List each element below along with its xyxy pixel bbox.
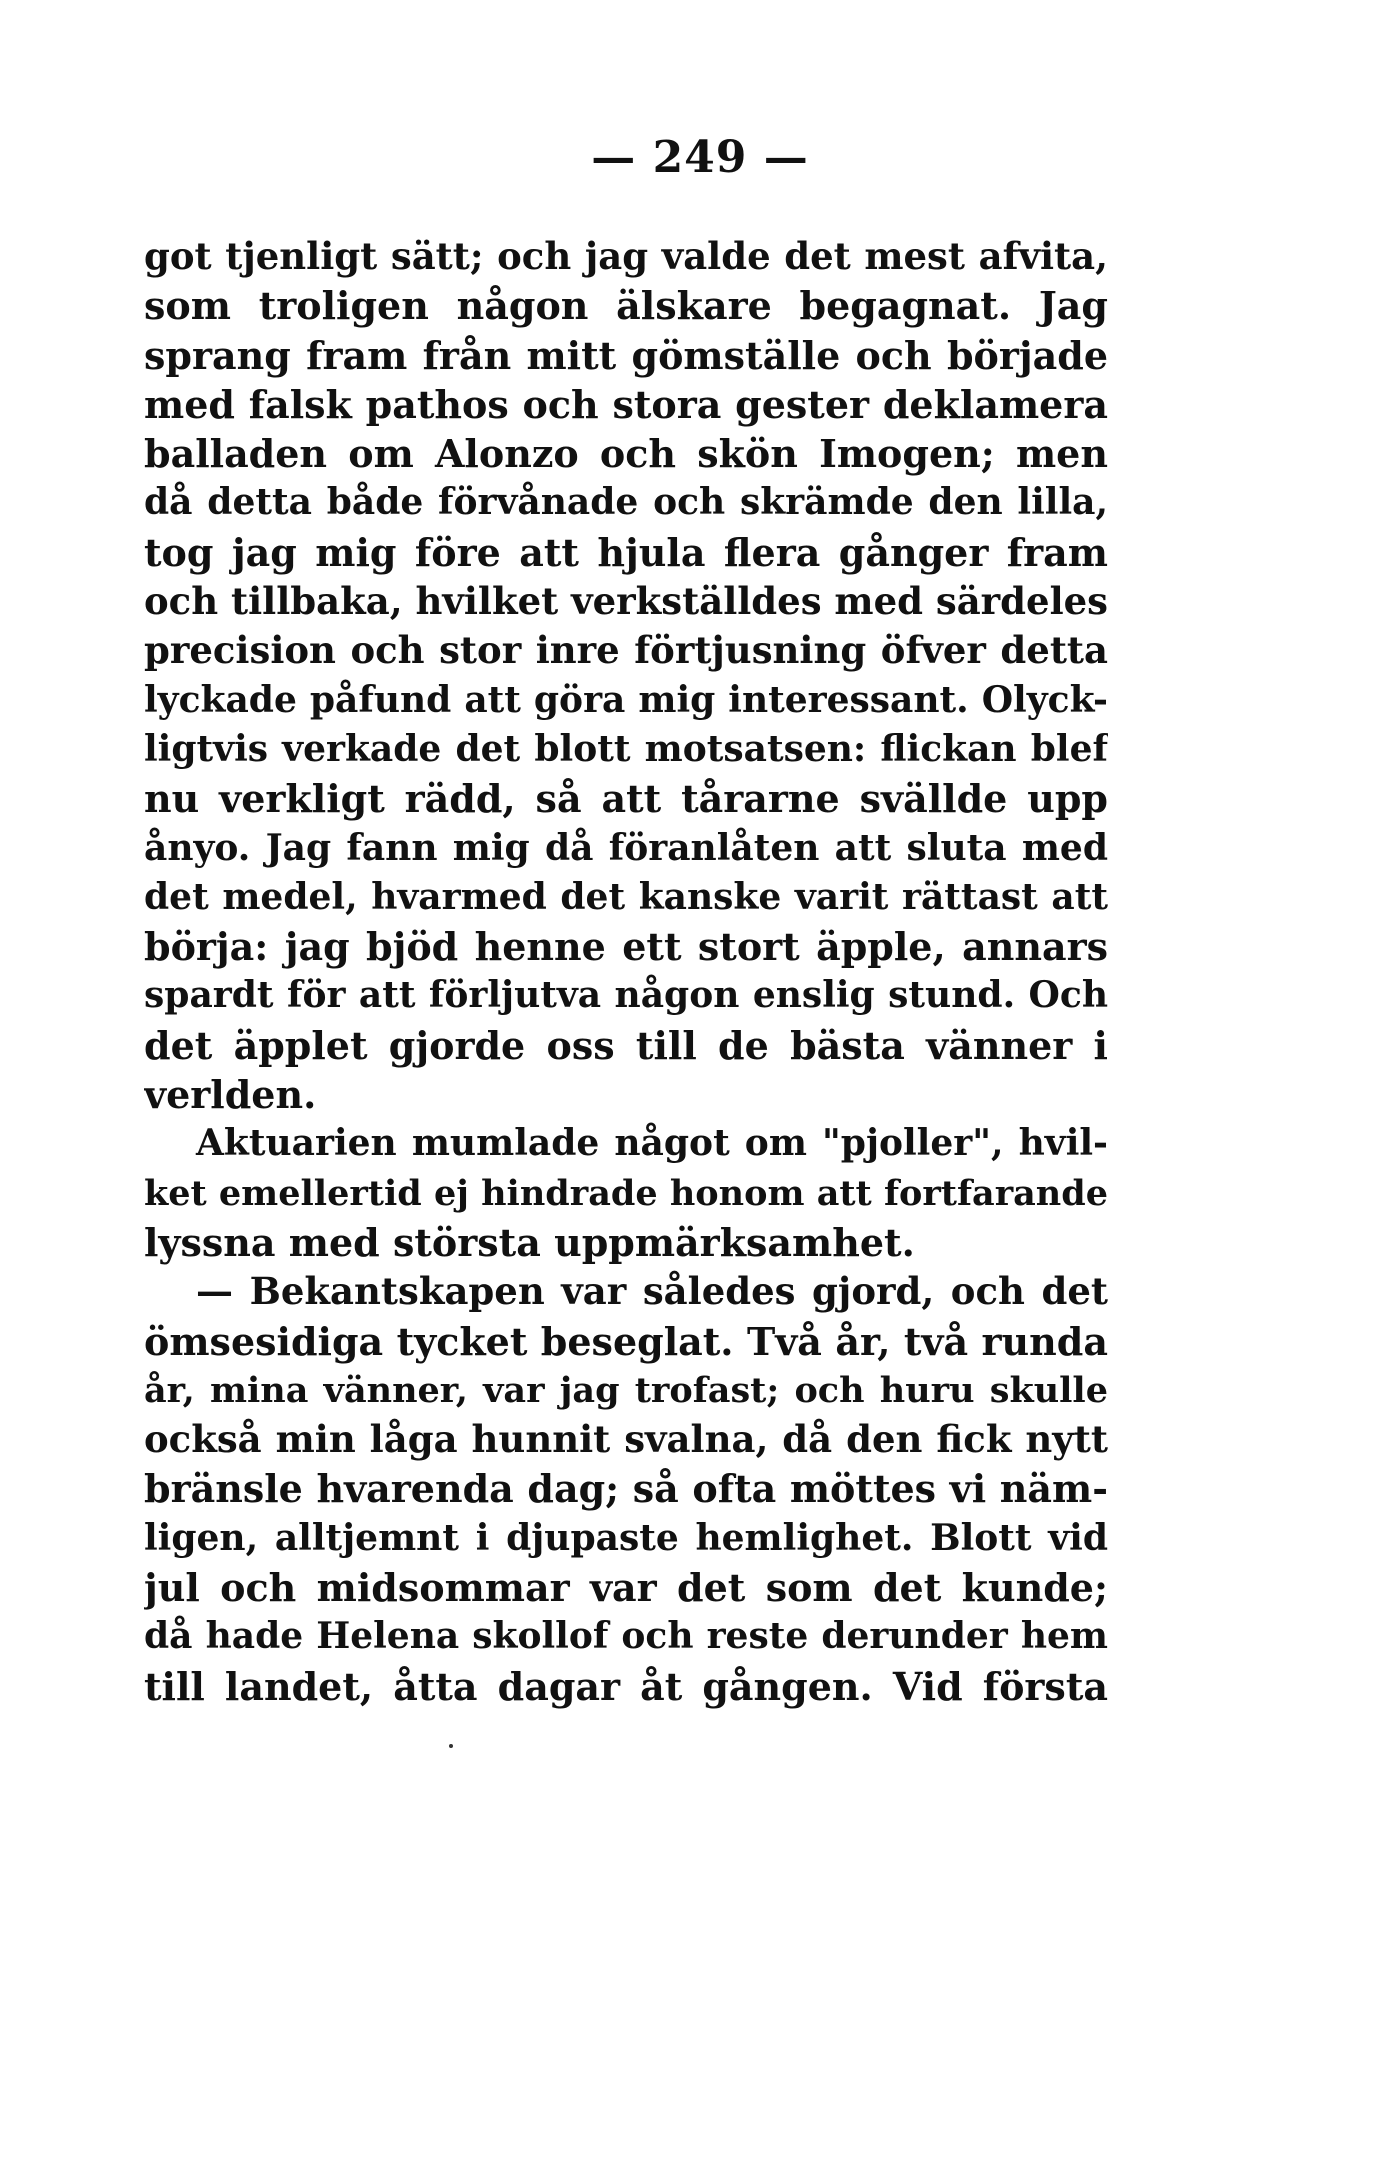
page-number: — 249 — bbox=[591, 132, 809, 183]
text-line: bränsle hvarenda dag; så ofta möttes vi näm- bbox=[144, 1466, 1108, 1512]
text-line: börja: jag bjöd henne ett stort äpple, annars bbox=[144, 924, 1108, 970]
text-line: år, mina vänner, var jag trofast; och huru skulle bbox=[144, 1369, 1108, 1411]
text-line: ket emellertid ej hindrade honom att fortfarande bbox=[144, 1172, 1108, 1214]
text-line: Aktuarien mumlade något om "pjoller", hvil- bbox=[196, 1122, 1108, 1165]
text-line: jul och midsommar var det som det kunde; bbox=[144, 1565, 1108, 1611]
text-line: också min låga hunnit svalna, då den fick nytt bbox=[144, 1417, 1108, 1462]
text-line: verlden. bbox=[144, 1072, 317, 1118]
text-line: tog jag mig före att hjula flera gånger fram bbox=[144, 529, 1108, 575]
text-line: ligtvis verkade det blott motsatsen: flickan blef bbox=[144, 727, 1108, 770]
text-line: det medel, hvarmed det kanske varit rättast att bbox=[144, 875, 1108, 918]
text-line: då hade Helena skollof och reste derunder hem bbox=[144, 1615, 1108, 1658]
body-text bbox=[144, 232, 1108, 1711]
text-line: ånyo. Jag fann mig då föranlåten att sluta med bbox=[144, 826, 1108, 869]
text-line: ligen, alltjemnt i djupaste hemlighet. Blott vid bbox=[144, 1516, 1108, 1559]
text-line: sprang fram från mitt gömställe och började bbox=[144, 332, 1108, 378]
text-line: då detta både förvånade och skrämde den lilla, bbox=[144, 481, 1108, 524]
text-line: lyckade påfund att göra mig interessant. Olyck- bbox=[144, 678, 1108, 721]
text-line: precision och stor inre förtjusning öfver detta bbox=[144, 628, 1108, 673]
text-line: got tjenligt sätt; och jag valde det mest afvita, bbox=[144, 234, 1108, 278]
text-line: som troligen någon älskare begagnat. Jag bbox=[144, 283, 1108, 329]
text-line: lyssna med största uppmärksamhet. bbox=[144, 1219, 915, 1265]
text-line: och tillbaka, hvilket verkställdes med särdeles bbox=[144, 579, 1108, 624]
ink-speck bbox=[449, 1744, 453, 1748]
text-line: det äpplet gjorde oss till de bästa vänner i bbox=[144, 1022, 1108, 1068]
text-line: med falsk pathos och stora gester deklamera bbox=[144, 381, 1108, 427]
text-line: nu verkligt rädd, så att tårarne svällde upp bbox=[144, 776, 1108, 822]
text-line: ömsesidiga tycket beseglat. Två år, två runda bbox=[144, 1318, 1108, 1364]
text-line: spardt för att förljutva någon enslig stund. Och bbox=[144, 974, 1108, 1017]
text-line: — Bekantskapen var således gjord, och det bbox=[196, 1269, 1108, 1314]
text-line: till landet, åtta dagar åt gången. Vid första bbox=[144, 1663, 1108, 1709]
text-line: balladen om Alonzo och skön Imogen; men bbox=[144, 431, 1108, 477]
